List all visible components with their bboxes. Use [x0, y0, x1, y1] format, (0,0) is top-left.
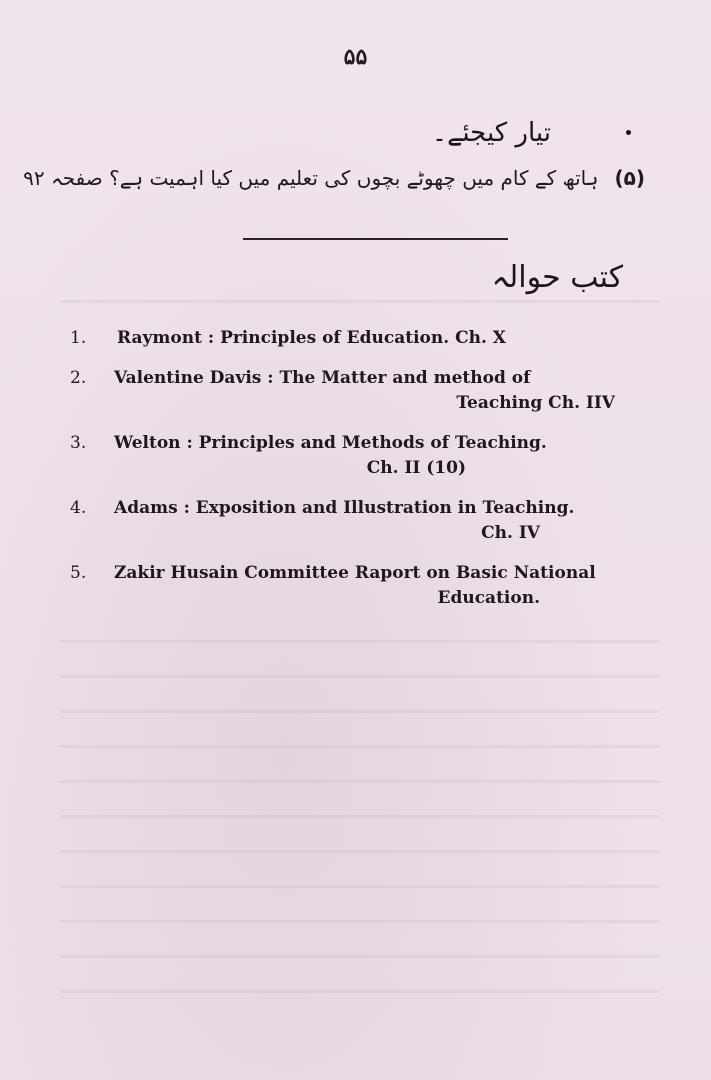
reference-item — [70, 326, 670, 351]
reference-text-continued: Teaching Ch. IIV — [456, 393, 615, 413]
question-number: (۵) — [614, 166, 645, 190]
reference-text: Zakir Husain Committee Raport on Basic National — [114, 563, 596, 583]
references-heading: کتب حوالہ — [491, 260, 623, 295]
reference-number: 4. — [70, 498, 87, 518]
references-list — [70, 326, 670, 626]
bullet-mark — [626, 130, 631, 135]
reference-number: 3. — [70, 433, 87, 453]
reference-text: Raymont : Principles of Education. Ch. X — [117, 328, 506, 348]
question-text: ہاتھ کے کام میں چھوٹے بچوں کی تعلیم میں کیا اہمیت ہے؟ صفحہ ۹۲ — [23, 166, 599, 190]
reference-item — [70, 561, 670, 611]
reference-number: 1. — [70, 328, 87, 348]
reference-item — [70, 366, 670, 416]
reference-text: Adams : Exposition and Illustration in Teaching. — [114, 498, 575, 518]
question-item — [25, 166, 645, 190]
reference-number: 5. — [70, 563, 87, 583]
prepare-instruction: تیار کیجئے۔ — [431, 118, 551, 148]
reference-text: Valentine Davis : The Matter and method of — [114, 368, 531, 388]
reference-text-continued: Ch. IV — [481, 523, 540, 543]
reference-item — [70, 431, 670, 481]
reference-text-continued: Education. — [437, 588, 540, 608]
reference-number: 2. — [70, 368, 87, 388]
page-number: ۵۵ — [343, 44, 368, 70]
reference-text-continued: Ch. II (10) — [366, 458, 466, 478]
reference-text: Welton : Principles and Methods of Teaching. — [114, 433, 547, 453]
section-divider — [243, 238, 508, 240]
reference-item — [70, 496, 670, 546]
